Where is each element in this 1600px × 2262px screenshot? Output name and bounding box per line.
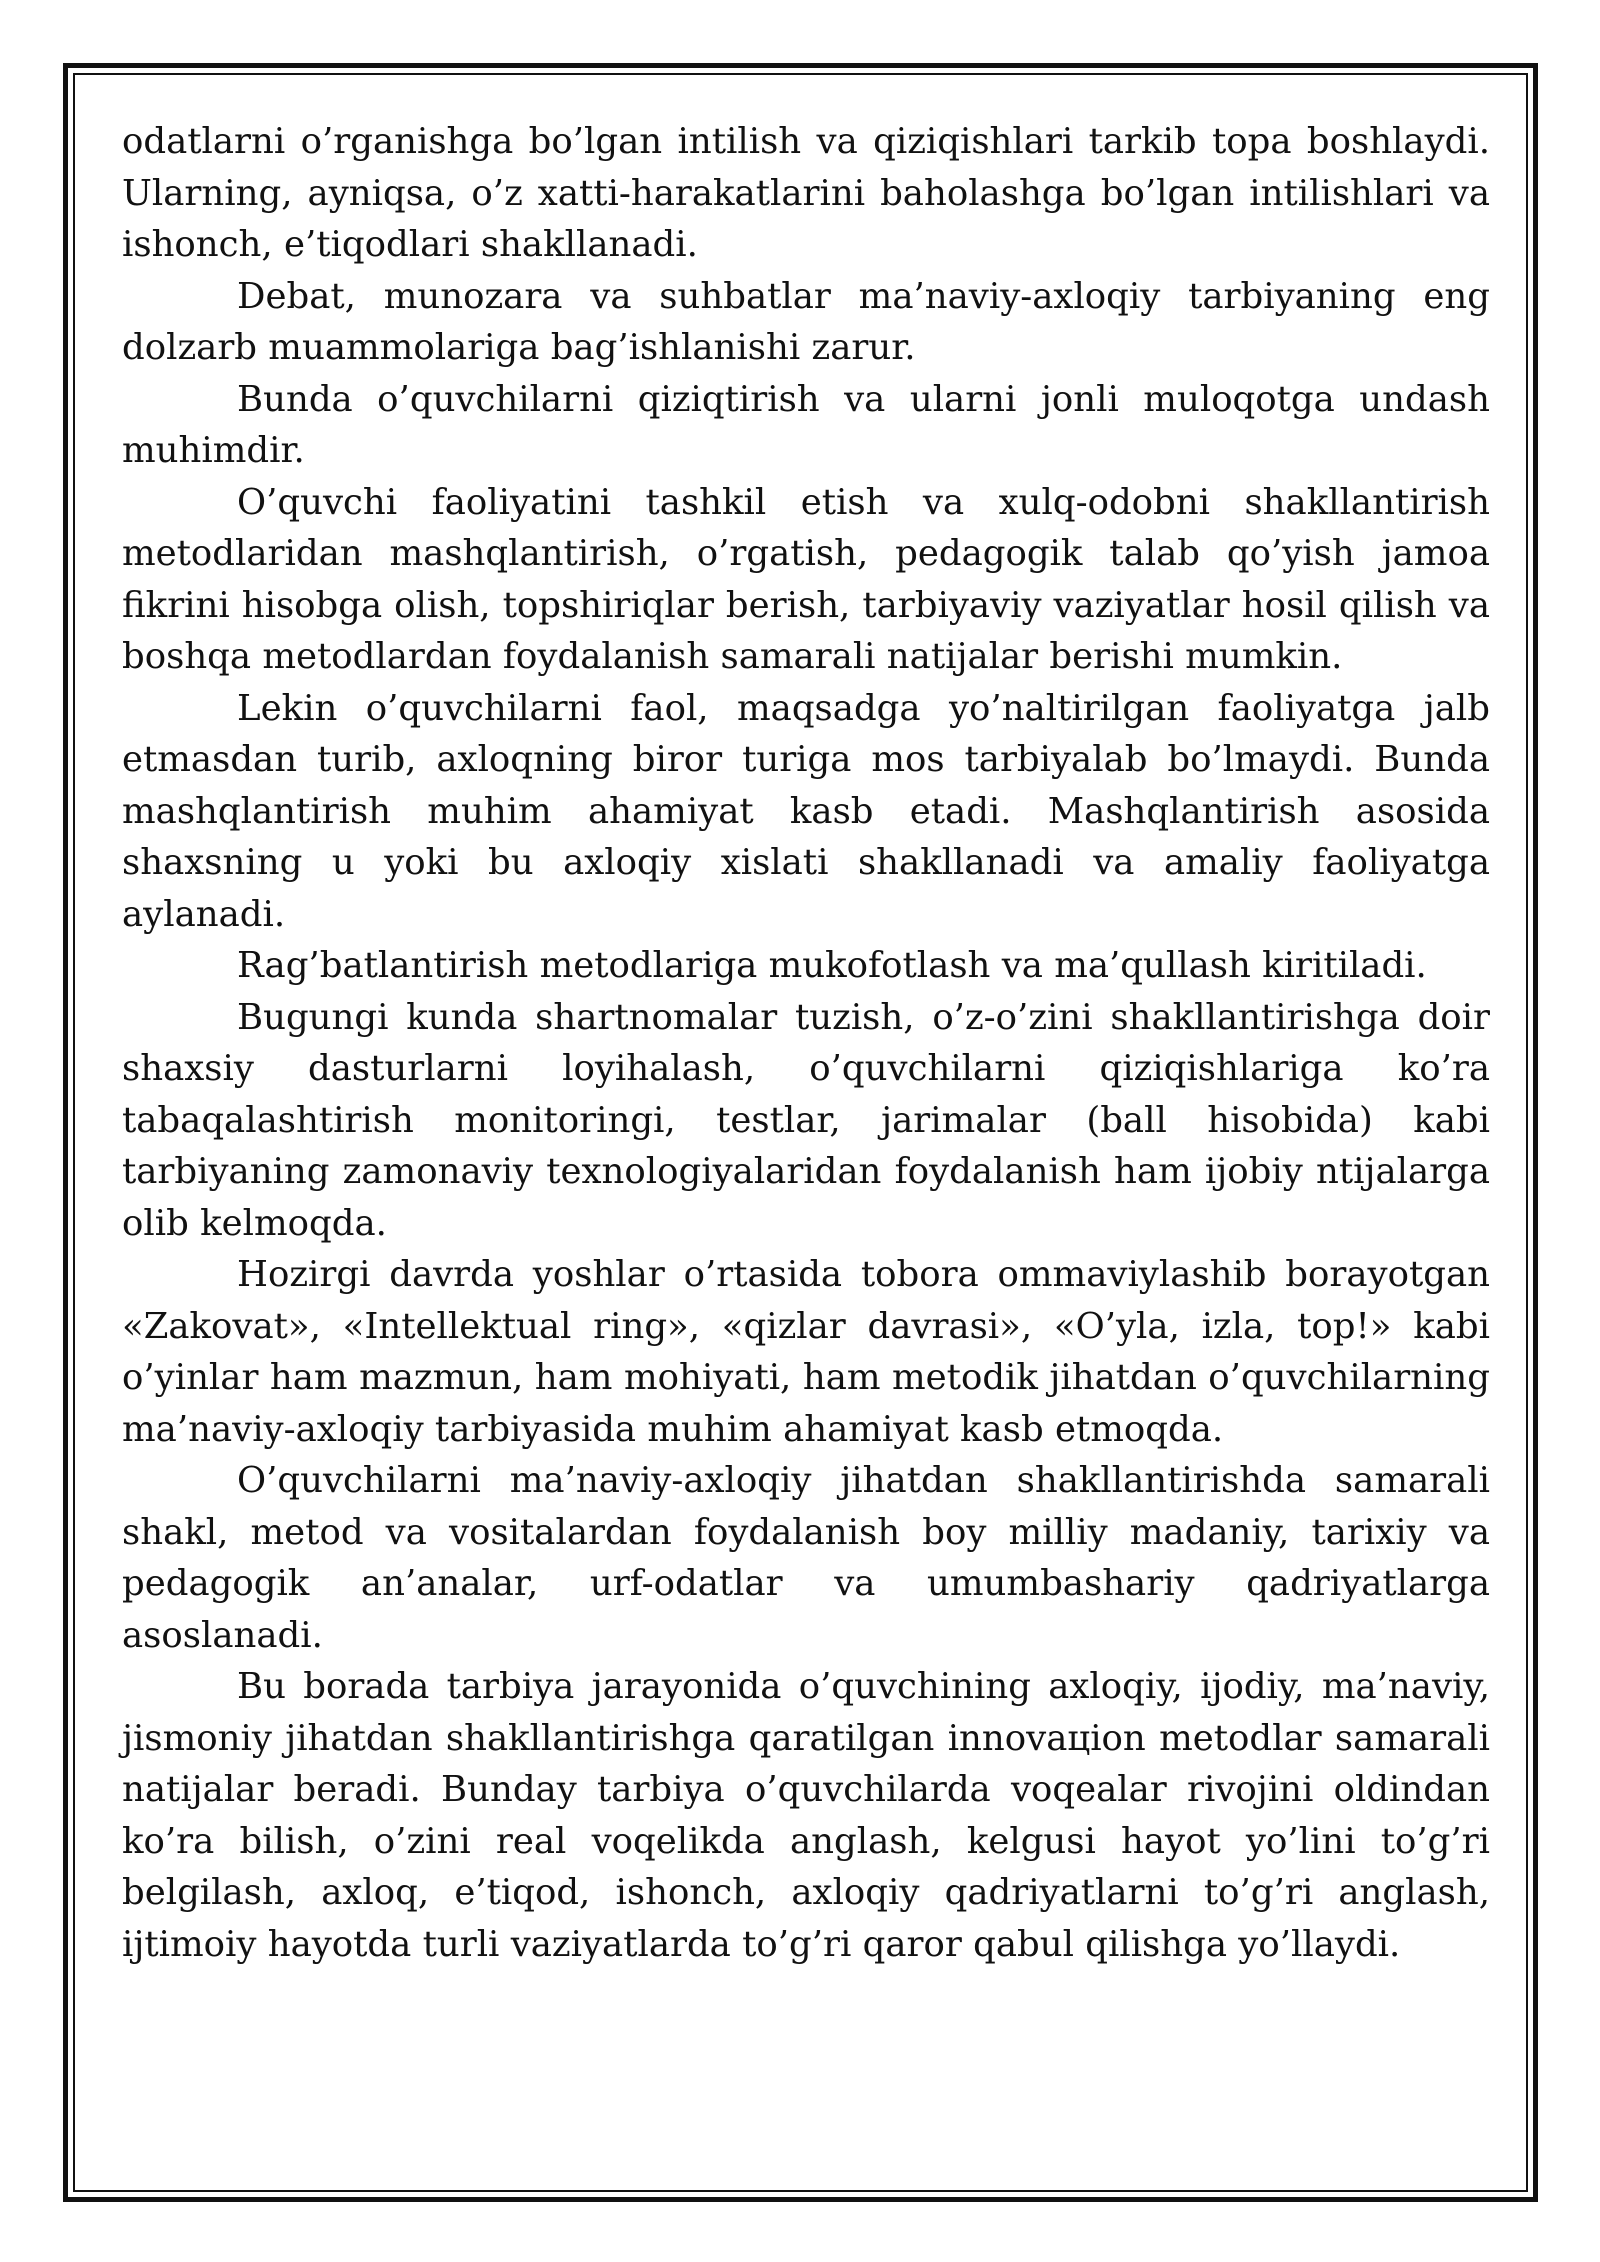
paragraph-2: Debat, munozara va suhbatlar ma’naviy-axloqiy tarbiyaning eng dolzarb muammolariga bag’ishlanishi zarur. <box>122 275 1490 368</box>
paragraph-3: Bunda o’quvchilarni qiziqtirish va ularni jonli muloqotga undash muhimdir. <box>122 378 1490 471</box>
document-body <box>122 116 1490 1970</box>
paragraph-5: Lekin o’quvchilarni faol, maqsadga yo’naltirilgan faoliyatga jalb etmasdan turib, axloqning biror turiga mos tarbiyalab bo’lmaydi. Bunda mashqlantirish muhim ahamiyat kasb etadi. Mashqlantirish asosida shaxsning u yoki bu axloqiy xislati shakllanadi va amaliy faoliyatga aylanadi. <box>122 687 1490 935</box>
paragraph-4: O’quvchi faoliyatini tashkil etish va xulq-odobni shakllantirish metodlaridan mashqlantirish, o’rgatish, pedagogik talab qo’yish jamoa fikrini hisobga olish, topshiriqlar berish, tarbiyaviy vaziyatlar hosil qilish va boshqa metodlardan foydalanish samarali natijalar berishi mumkin. <box>122 481 1490 677</box>
paragraph-10: Bu borada tarbiya jarayonida o’quvchining axloqiy, ijodiy, ma’naviy, jismoniy jihatdan shakllantirishga qaratilgan innovaцion metodlar samarali natijalar beradi. Bunday tarbiya o’quvchilarda voqealar rivojini oldindan ko’ra bilish, o’zini real voqelikda anglash, kelgusi hayot yo’lini to’g’ri belgilash, axloq, e’tiqod, ishonch, axloqiy qadriyatlarni to’g’ri anglash, ijtimoiy hayotda turli vaziyatlarda to’g’ri qaror qabul qilishga yo’llaydi. <box>122 1666 1490 1965</box>
paragraph-7: Bugungi kunda shartnomalar tuzish, o’z-o’zini shakllantirishga doir shaxsiy dasturlarni loyihalash, o’quvchilarni qiziqishlariga ko’ra tabaqalashtirish monitoringi, testlar, jarimalar (ball hisobida) kabi tarbiyaning zamonaviy texnologiyalaridan foydalanish ham ijobiy ntijalarga olib kelmoqda. <box>122 996 1490 1244</box>
paragraph-6: Rag’batlantirish metodlariga mukofotlash va ma’qullash kiritiladi. <box>237 945 1427 986</box>
paragraph-8: Hozirgi davrda yoshlar o’rtasida tobora ommaviylashib borayotgan «Zakovat», «Intellektual ring», «qizlar davrasi», «O’yla, izla, top!» kabi o’yinlar ham mazmun, ham mohiyati, ham metodik jihatdan o’quvchilarning ma’naviy-axloqiy tarbiyasida muhim ahamiyat kasb etmoqda. <box>122 1254 1490 1450</box>
paragraph-1: odatlarni o’rganishga bo’lgan intilish va qiziqishlari tarkib topa boshlaydi. Ularning, ayniqsa, o’z xatti-harakatlarini baholashga bo’lgan intilishlari va ishonch, e’tiqodlari shakllanadi. <box>122 121 1490 265</box>
paragraph-9: O’quvchilarni ma’naviy-axloqiy jihatdan shakllantirishda samarali shakl, metod va vositalardan foydalanish boy milliy madaniy, tarixiy va pedagogik an’analar, urf-odatlar va umumbashariy qadriyatlarga asoslanadi. <box>122 1460 1490 1656</box>
